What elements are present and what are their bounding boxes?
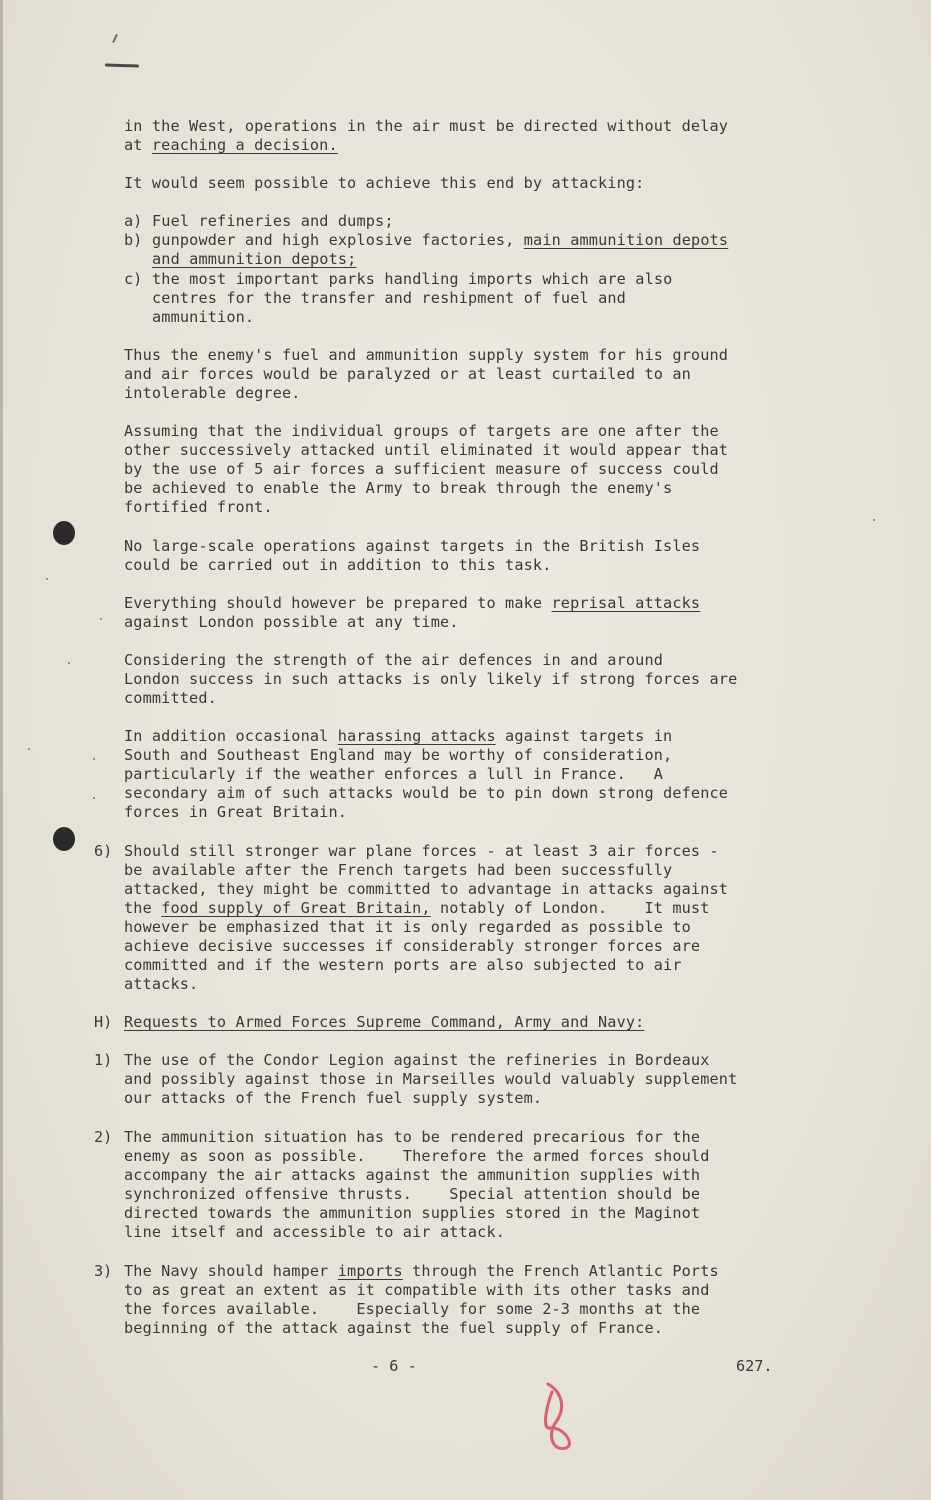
text-segment: London success in such attacks is only likely if strong forces are: [124, 670, 738, 688]
underlined-text: reaching a decision.: [151, 136, 338, 154]
text-segment: achieve decisive successes if considerably stronger forces are: [124, 937, 701, 955]
text-line: [124, 746, 672, 765]
text-line: [152, 308, 254, 327]
text-line: [124, 479, 672, 498]
text-line: [124, 537, 700, 556]
text-line: [152, 289, 626, 308]
text-line: [124, 937, 700, 956]
underlined-text: food supply of Great Britain,: [161, 899, 431, 917]
text-line: [124, 1185, 700, 1204]
text-segment: enemy as soon as possible. Therefore the armed forces should: [124, 1147, 710, 1165]
text-segment: The use of the Condor Legion against the refineries in Bordeaux: [124, 1051, 710, 1069]
text-segment: Assuming that the individual groups of targets are one after the: [124, 422, 719, 440]
text-segment: The ammunition situation has to be rendered precarious for the: [124, 1128, 701, 1146]
text-segment: gunpowder and high explosive factories,: [152, 231, 524, 249]
text-line: [124, 1281, 710, 1300]
text-segment: committed.: [124, 689, 217, 707]
text-segment: No large-scale operations against targets in the British Isles: [124, 537, 701, 555]
text-segment: could be carried out in addition to this task.: [124, 556, 552, 574]
section-heading: [124, 1013, 644, 1032]
text-segment: by the use of 5 air forces a sufficient measure of success could: [124, 460, 719, 478]
text-segment: forces in Great Britain.: [124, 803, 348, 821]
text-segment: however be emphasized that it is only regarded as possible to: [124, 918, 691, 936]
text-line: [124, 346, 728, 365]
text-segment: and air forces would be paralyzed or at least curtailed to an: [124, 365, 691, 383]
underlined-text: reprisal attacks: [551, 594, 701, 612]
text-segment: secondary aim of such attacks would be to pin down strong defence: [124, 784, 729, 802]
text-line: [124, 1319, 663, 1338]
section-marker: H): [94, 1013, 113, 1031]
text-line: [124, 899, 710, 918]
text-line: [124, 918, 691, 937]
speck: [46, 578, 48, 580]
text-segment: intolerable degree.: [124, 384, 301, 402]
text-line: [152, 231, 728, 250]
text-segment: attacked, they might be committed to advantage in attacks against: [124, 880, 729, 898]
speck: [873, 519, 875, 521]
page-number: - 6 -: [371, 1357, 417, 1375]
text-line: [124, 365, 691, 384]
text-line: [124, 1147, 710, 1166]
text-line: [124, 670, 737, 689]
pencil-tick: [112, 34, 118, 43]
text-segment: Everything should however be prepared to make: [124, 594, 552, 612]
text-segment: our attacks of the French fuel supply system.: [124, 1089, 543, 1107]
list-marker: b): [124, 231, 143, 249]
text-line: [124, 765, 663, 784]
text-line: [152, 212, 394, 231]
text-segment: Considering the strength of the air defences in and around: [124, 651, 664, 669]
text-line: [124, 784, 728, 803]
text-segment: particularly if the weather enforces a lull in France. A: [124, 765, 664, 783]
text-line: [124, 1070, 737, 1089]
text-line: [124, 1051, 710, 1070]
text-line: [124, 1204, 700, 1223]
page-edge: [0, 0, 3, 1500]
text-segment: attacks.: [124, 975, 199, 993]
text-line: [124, 384, 301, 403]
text-line: [124, 975, 198, 994]
punch-hole: [53, 521, 75, 545]
text-segment: line itself and accessible to air attack.: [124, 1223, 506, 1241]
text-line: [152, 250, 356, 269]
text-segment: beginning of the attack against the fuel supply of France.: [124, 1319, 664, 1337]
text-line: [124, 1128, 700, 1147]
text-segment: ammunition.: [152, 308, 255, 326]
text-segment: through the French Atlantic Ports: [402, 1262, 719, 1280]
text-segment: the: [124, 899, 162, 917]
text-segment: against London possible at any time.: [124, 613, 459, 631]
text-segment: committed and if the western ports are also subjected to air: [124, 956, 682, 974]
punch-hole: [53, 827, 75, 851]
speck: [28, 748, 30, 750]
text-line: [124, 956, 682, 975]
list-marker: 3): [94, 1262, 113, 1280]
text-segment: In addition occasional: [124, 727, 338, 745]
list-marker: 2): [94, 1128, 113, 1146]
speck: [100, 618, 102, 620]
text-line: [124, 498, 273, 517]
text-segment: at: [124, 136, 152, 154]
text-segment: notably of London. It must: [430, 899, 710, 917]
text-segment: accompany the air attacks against the ammunition supplies with: [124, 1166, 701, 1184]
text-segment: The Navy should hamper: [124, 1262, 338, 1280]
red-ink-mark: [532, 1378, 580, 1458]
text-line: [152, 270, 672, 289]
text-segment: the most important parks handling imports which are also: [152, 270, 673, 288]
text-segment: in the West, operations in the air must be directed without delay: [124, 117, 729, 135]
text-segment: other successively attacked until eliminated it would appear that: [124, 441, 729, 459]
pencil-mark: [105, 63, 139, 67]
speck: [93, 797, 95, 799]
text-line: [124, 1089, 542, 1108]
underlined-text: and ammunition depots;: [152, 250, 357, 268]
text-line: [124, 1300, 700, 1319]
text-segment: against targets in: [495, 727, 673, 745]
text-segment: be available after the French targets had been successfully: [124, 861, 673, 879]
list-marker: c): [124, 270, 143, 288]
text-line: [124, 613, 459, 632]
underlined-text: main ammunition depots: [523, 231, 729, 249]
text-segment: Should still stronger war plane forces - at least 3 air forces -: [124, 842, 719, 860]
text-line: [124, 689, 217, 708]
text-segment: Fuel refineries and dumps;: [152, 212, 394, 230]
list-marker: a): [124, 212, 143, 230]
text-line: [124, 460, 719, 479]
list-marker: 1): [94, 1051, 113, 1069]
text-line: [124, 861, 672, 880]
text-segment: be achieved to enable the Army to break through the enemy's: [124, 479, 673, 497]
text-segment: to as great an extent as it compatible with its other tasks and: [124, 1281, 710, 1299]
text-line: [124, 422, 719, 441]
text-segment: South and Southeast England may be worthy of consideration,: [124, 746, 673, 764]
text-segment: fortified front.: [124, 498, 273, 516]
text-segment: centres for the transfer and reshipment of fuel and: [152, 289, 626, 307]
text-line: [124, 1223, 505, 1242]
text-line: [124, 556, 552, 575]
text-line: [124, 1262, 719, 1281]
text-segment: Thus the enemy's fuel and ammunition supply system for his ground: [124, 346, 729, 364]
text-line: [124, 803, 347, 822]
underlined-text: imports: [337, 1262, 403, 1280]
text-line: [124, 441, 728, 460]
text-segment: directed towards the ammunition supplies stored in the Maginot: [124, 1204, 701, 1222]
text-segment: the forces available. Especially for some 2-3 months at the: [124, 1300, 701, 1318]
text-line: [124, 117, 728, 136]
text-segment: and possibly against those in Marseilles would valuably supplement: [124, 1070, 738, 1088]
text-line: [124, 842, 719, 861]
text-segment: It would seem possible to achieve this end by attacking:: [124, 174, 645, 192]
text-line: [124, 1166, 700, 1185]
list-marker: 6): [94, 842, 113, 860]
speck: [68, 662, 70, 664]
text-line: [124, 727, 672, 746]
text-line: [124, 880, 728, 899]
text-line: [124, 136, 338, 155]
document-number: 627.: [736, 1357, 773, 1375]
speck: [93, 758, 95, 760]
underlined-text: Requests to Armed Forces Supreme Command, Army and Navy:: [124, 1013, 645, 1031]
text-segment: synchronized offensive thrusts. Special attention should be: [124, 1185, 701, 1203]
text-line: [124, 174, 644, 193]
text-line: [124, 594, 700, 613]
text-line: [124, 651, 663, 670]
underlined-text: harassing attacks: [337, 727, 496, 745]
